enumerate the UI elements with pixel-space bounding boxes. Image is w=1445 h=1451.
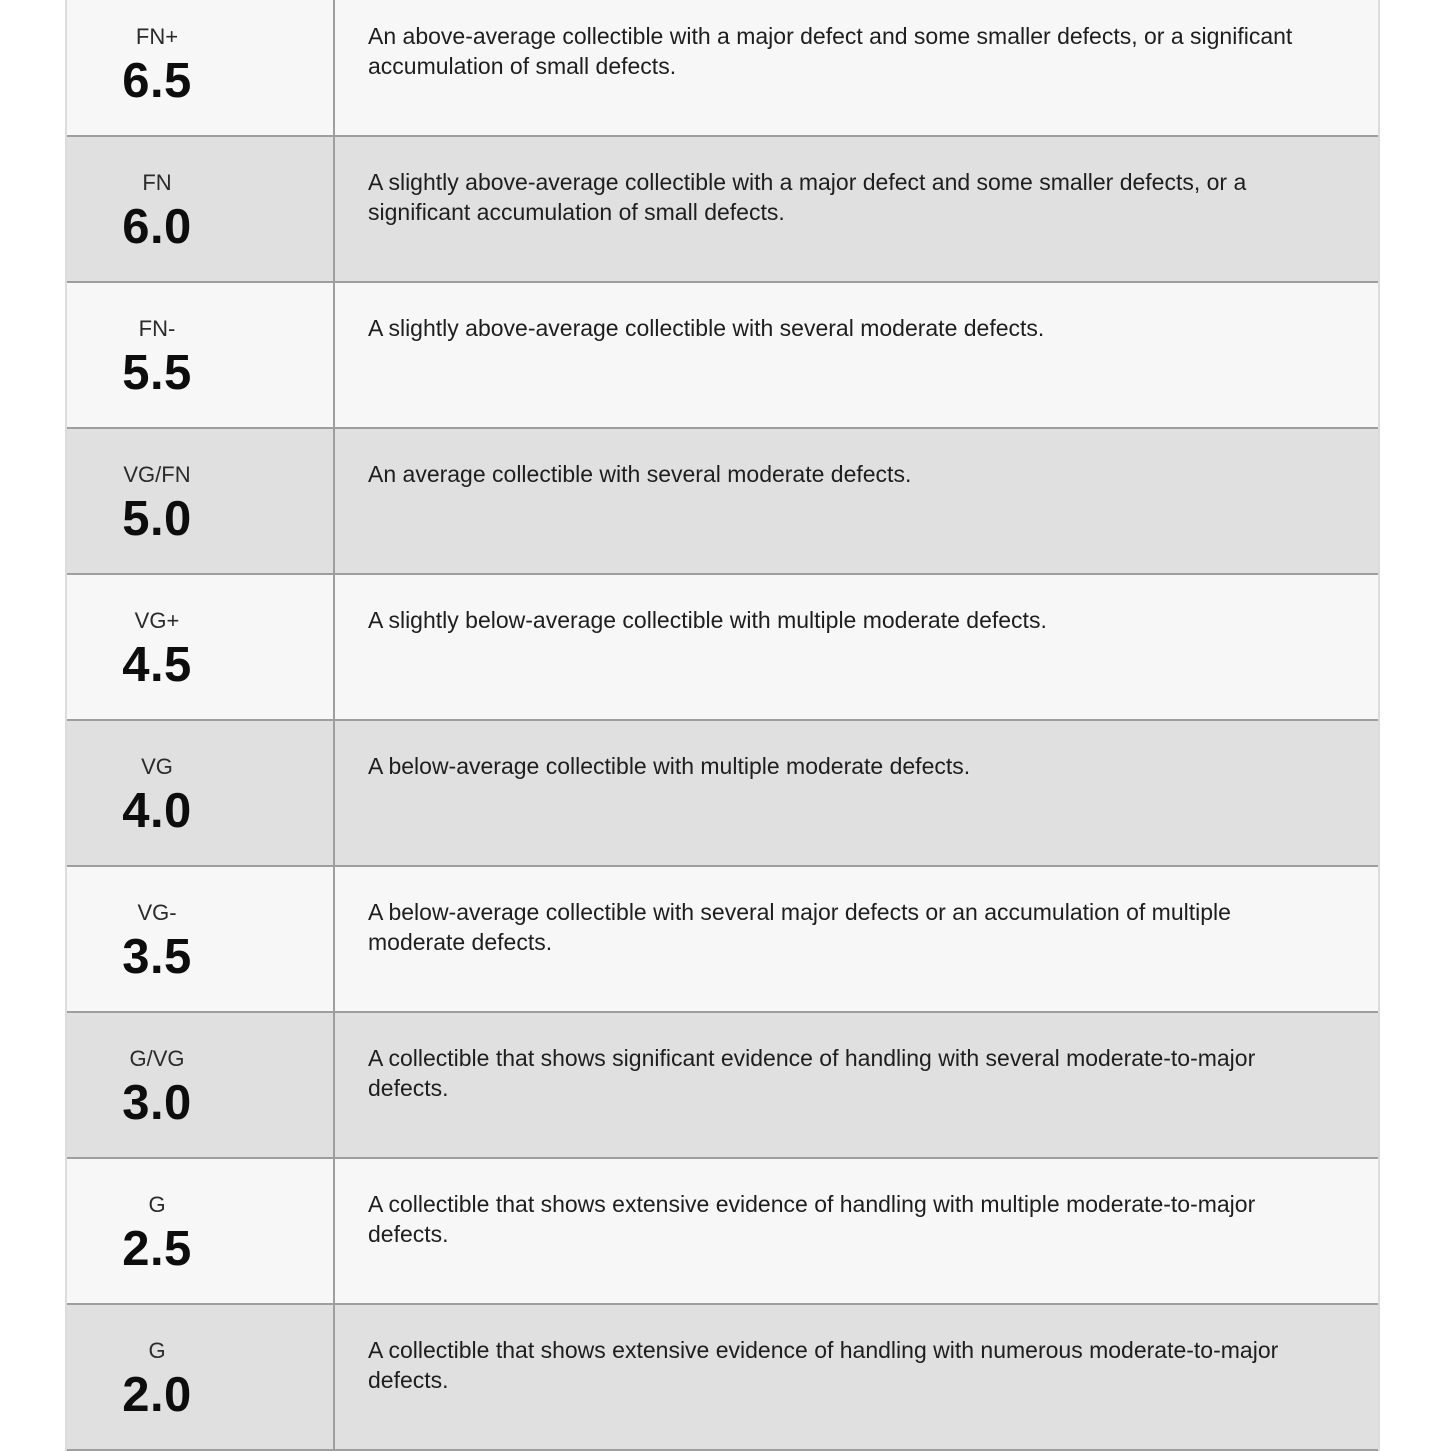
grade-value: 5.5	[122, 346, 192, 400]
grade-description: A slightly above-average collectible with a major defect and some smaller defects, or a significant accumulation of small defects.	[368, 169, 1247, 225]
grade-label: G	[148, 1192, 166, 1217]
grade-value: 4.0	[122, 784, 192, 838]
grade-description: A below-average collectible with multiple moderate defects.	[368, 753, 971, 779]
grade-label: FN	[142, 170, 172, 195]
grade-value: 5.0	[122, 492, 192, 546]
grade-description-cell	[333, 1013, 1378, 1157]
grade-description-cell	[333, 137, 1378, 281]
grade-description-cell	[333, 283, 1378, 427]
grade-value: 2.5	[122, 1222, 192, 1276]
grade-description: A below-average collectible with several major defects or an accumulation of multiple moderate defects.	[368, 899, 1231, 955]
column-divider	[333, 0, 335, 1451]
grade-value: 2.0	[122, 1368, 192, 1422]
grade-cell	[67, 429, 333, 573]
grade-cell	[67, 721, 333, 865]
grade-description-cell	[333, 575, 1378, 719]
table-row	[67, 283, 1378, 429]
grade-label: VG	[141, 754, 173, 779]
table-row	[67, 1013, 1378, 1159]
grade-description: An average collectible with several moderate defects.	[368, 461, 912, 487]
grade-value: 3.0	[122, 1076, 192, 1130]
table-row	[67, 1305, 1378, 1451]
grade-label: VG+	[134, 608, 180, 633]
grade-cell	[67, 1305, 333, 1449]
table-row	[67, 867, 1378, 1013]
grade-description: A collectible that shows significant evidence of handling with several moderate-to-major defects.	[368, 1045, 1256, 1101]
grade-value: 4.5	[122, 638, 192, 692]
grade-cell	[67, 1013, 333, 1157]
table-row	[67, 0, 1378, 137]
grade-value: 6.5	[122, 54, 192, 108]
grade-cell	[67, 1159, 333, 1303]
grade-description: A slightly below-average collectible with multiple moderate defects.	[368, 607, 1047, 633]
grade-cell	[67, 867, 333, 1011]
table-row	[67, 137, 1378, 283]
grade-description-cell	[333, 1159, 1378, 1303]
grade-description-cell	[333, 429, 1378, 573]
grade-label: FN+	[135, 24, 179, 49]
grade-value: 6.0	[122, 200, 192, 254]
grade-cell	[67, 283, 333, 427]
grade-label: G/VG	[129, 1046, 185, 1071]
grade-description-cell	[333, 0, 1378, 135]
table-row	[67, 721, 1378, 867]
grade-cell	[67, 0, 333, 135]
table-row	[67, 429, 1378, 575]
grade-label: G	[148, 1338, 166, 1363]
table-row	[67, 1159, 1378, 1305]
grade-label: VG-	[137, 900, 177, 925]
grade-description-cell	[333, 1305, 1378, 1449]
grade-description: An above-average collectible with a major defect and some smaller defects, or a significant accumulation of small defects.	[368, 23, 1293, 79]
grade-cell	[67, 575, 333, 719]
grade-label: FN-	[138, 316, 176, 341]
grade-label: VG/FN	[123, 462, 191, 487]
grade-description: A slightly above-average collectible with several moderate defects.	[368, 315, 1045, 341]
grade-description: A collectible that shows extensive evidence of handling with numerous moderate-to-major defects.	[368, 1337, 1279, 1393]
table-row	[67, 575, 1378, 721]
grade-description-cell	[333, 721, 1378, 865]
grading-scale-table	[67, 0, 1378, 1451]
grade-cell	[67, 137, 333, 281]
grade-value: 3.5	[122, 930, 192, 984]
grade-description-cell	[333, 867, 1378, 1011]
grade-description: A collectible that shows extensive evidence of handling with multiple moderate-to-major defects.	[368, 1191, 1256, 1247]
